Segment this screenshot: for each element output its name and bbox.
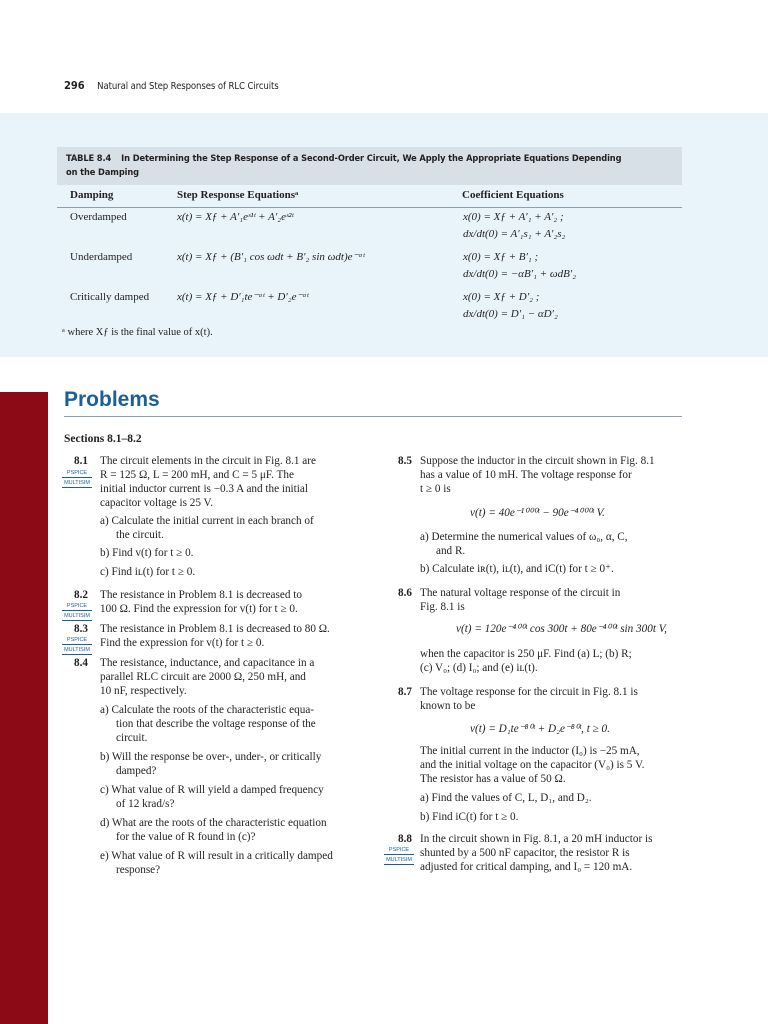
left-column [64,455,374,895]
p81-line: initial inductor current is −0.3 A and the initial [100,483,308,495]
page-header [64,79,279,92]
p85-part-b: b) Calculate iʀ(t), iʟ(t), and iC(t) for t ≥ 0⁺. [420,563,614,575]
p84-part-e: e) What value of R will result in a critically damped [100,850,333,862]
p82-line: The resistance in Problem 8.1 is decreased to [100,589,302,601]
p88-line: In the circuit shown in Fig. 8.1, a 20 mH inductor is [420,833,653,845]
row-overdamped-coef1: x(0) = Xƒ + A′₁ + A′₂ ; [463,211,564,223]
problems-title: Problems [64,388,160,411]
p85-part-a-cont: and R. [436,545,466,557]
problem-number: 8.6 [398,587,412,599]
running-title: Natural and Step Responses of RLC Circuits [97,81,279,92]
p83-line: Find the expression for v(t) for t ≥ 0. [100,637,265,649]
p87-part-a: a) Find the values of C, L, D₁, and D₂. [420,792,592,804]
p85-part-a: a) Determine the numerical values of ω₀, α, C, [420,531,628,543]
p84-part-a-cont: circuit. [116,732,148,744]
p84-part-b: b) Will the response be over-, under-, or critically [100,751,322,763]
problem-number: 8.5 [398,455,412,467]
p81-part-c: c) Find iʟ(t) for t ≥ 0. [100,566,196,578]
p84-line: parallel RLC circuit are 2000 Ω, 250 mH, and [100,671,306,683]
p81-line: R = 125 Ω, L = 200 mH, and C = 5 μF. The [100,469,294,481]
p84-part-b-cont: damped? [116,765,157,777]
multisim-tag: MULTISIM [62,647,92,655]
p87-part-b: b) Find iC(t) for t ≥ 0. [420,811,519,823]
row-critical-coef1: x(0) = Xƒ + D′₂ ; [463,291,540,303]
multisim-tag: MULTISIM [62,480,92,488]
p82-line: 100 Ω. Find the expression for v(t) for t ≥ 0. [100,603,298,615]
problem-number: 8.3 [74,623,88,635]
p81-part-b: b) Find v(t) for t ≥ 0. [100,547,194,559]
header-step-response: Step Response Equationsᵃ [177,189,299,201]
p84-part-c-cont: of 12 krad/s? [116,798,175,810]
p84-part-d: d) What are the roots of the characteristic equation [100,817,327,829]
p86-line: when the capacitor is 250 μF. Find (a) L; (b) R; [420,648,632,660]
p87-line: and the initial voltage on the capacitor (V₀) is 5 V. [420,759,645,771]
p83-line: The resistance in Problem 8.1 is decreased to 80 Ω. [100,623,330,635]
pspice-tag: PSPICE [62,470,92,478]
p81-part-a-cont: the circuit. [116,529,164,541]
row-critical-step: x(t) = Xƒ + D′₁te⁻ᵅᵗ + D′₂e⁻ᵅᵗ [177,291,309,303]
row-overdamped-coef2: dx/dt(0) = A′₁s₁ + A′₂s₂ [463,228,566,240]
p84-part-e-cont: response? [116,864,161,876]
problem-number: 8.8 [398,833,412,845]
table-number: TABLE 8.4 [66,153,112,164]
p86-line: (c) V₀; (d) I₀; and (e) iʟ(t). [420,662,538,674]
problem-number: 8.4 [74,657,88,669]
row-critical-damping: Critically damped [70,291,150,303]
caption-line-1: In Determining the Step Response of a Second-Order Circuit, We Apply the Appropriate Equations Depending [121,153,622,164]
row-critical-coef2: dx/dt(0) = D′₁ − αD′₂ [463,308,558,320]
p86-equation: v(t) = 120e⁻⁴⁰⁰ᵗ cos 300t + 80e⁻⁴⁰⁰ᵗ sin 300t V, [456,623,667,635]
p84-part-c: c) What value of R will yield a damped frequency [100,784,324,796]
table-caption [57,147,682,185]
table-8-4 [57,147,682,208]
right-column [386,455,686,895]
p84-part-a-cont: tion that describe the voltage response of the [116,718,316,730]
row-overdamped-step: x(t) = Xƒ + A′₁eˢ¹ᵗ + A′₂eˢ²ᵗ [177,211,294,223]
problem-number: 8.7 [398,686,412,698]
row-underdamped-coef1: x(0) = Xƒ + B′₁ ; [463,251,539,263]
p88-line: adjusted for critical damping, and I₀ = 120 mA. [420,861,633,873]
p81-part-a: a) Calculate the initial current in each branch of [100,515,314,527]
p87-equation: v(t) = D₁te⁻⁸⁰ᵗ + D₂e⁻⁸⁰ᵗ, t ≥ 0. [470,723,610,735]
p87-line: The voltage response for the circuit in Fig. 8.1 is [420,686,638,698]
p81-line: The circuit elements in the circuit in Fig. 8.1 are [100,455,316,467]
row-underdamped-coef2: dx/dt(0) = −αB′₁ + ωdB′₂ [463,268,577,280]
section-heading: Sections 8.1–8.2 [64,433,142,445]
multisim-tag: MULTISIM [62,613,92,621]
row-overdamped-damping: Overdamped [70,211,127,223]
pspice-tag: PSPICE [384,847,414,855]
caption-line-2: on the Damping [66,167,139,178]
p87-line: The initial current in the inductor (I₀) is −25 mA, [420,745,640,757]
row-underdamped-damping: Underdamped [70,251,133,263]
table-footnote: ᵃ where Xƒ is the final value of x(t). [62,327,213,338]
pspice-tag: PSPICE [62,603,92,611]
header-damping: Damping [70,189,114,201]
p84-part-d-cont: for the value of R found in (c)? [116,831,256,843]
p85-equation: v(t) = 40e⁻¹⁰⁰⁰ᵗ − 90e⁻⁴⁰⁰⁰ᵗ V. [470,507,605,519]
p84-line: 10 nF, respectively. [100,685,187,697]
page-number: 296 [64,79,85,92]
p87-line: The resistor has a value of 50 Ω. [420,773,566,785]
p85-line: has a value of 10 mH. The voltage response for [420,469,632,481]
table-header-row [57,185,682,208]
problem-number: 8.1 [74,455,88,467]
p86-line: The natural voltage response of the circuit in [420,587,621,599]
problem-number: 8.2 [74,589,88,601]
chapter-sidebar-bar [0,392,48,1024]
p84-part-a: a) Calculate the roots of the characteristic equa- [100,704,315,716]
header-coefficient: Coefficient Equations [462,189,564,201]
title-rule [64,416,682,417]
p85-line: Suppose the inductor in the circuit shown in Fig. 8.1 [420,455,655,467]
p86-line: Fig. 8.1 is [420,601,465,613]
pspice-tag: PSPICE [62,637,92,645]
p87-line: known to be [420,700,476,712]
multisim-tag: MULTISIM [384,857,414,865]
p88-line: shunted by a 500 nF capacitor, the resistor R is [420,847,630,859]
p81-line: capacitor voltage is 25 V. [100,497,213,509]
row-underdamped-step: x(t) = Xƒ + (B′₁ cos ωdt + B′₂ sin ωdt)e⁻ᵅᵗ [177,251,365,263]
p84-line: The resistance, inductance, and capacitance in a [100,657,315,669]
p85-line: t ≥ 0 is [420,483,451,495]
